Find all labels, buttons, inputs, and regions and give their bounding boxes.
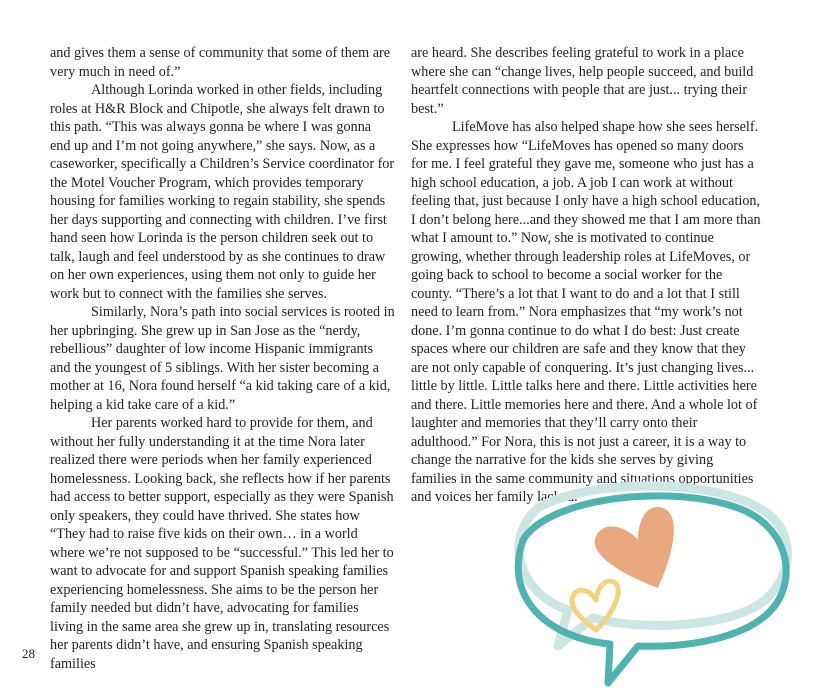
left-paragraph-1: and gives them a sense of community that some of them are very much in need of.” (50, 45, 391, 80)
right-paragraph-2: LifeMove has also helped shape how she sees herself. She expresses how “LifeMoves has opened so many doors for me. I feel grateful they gave me, someone who just has a high school education, a job. A job I can work at without feeling that, just because I only have a high school education, I don’t belong here...and they showed me that I am more than what I amount to.” Now, she is motivated to continue growing, whether through leadership roles at LifeMoves, or going back to school to become a social worker for the county. “There’s a lot that I want to do and a lot that I still need to learn from.” Nora emphasizes that “my work’s not done. I’m gonna continue to do what I do best: Just create spaces where our children are safe and they know that they are not only capable of conquering. It’s just changing lives... little by little. Little talks here and there. Little activities here and there. Little memories here and there. And a whole lot of laughter and memories that they’ll carry onto their adulthood.” For Nora, this is not just a career, it is a way to change the narrative for the kids she serves by giving families in the same community and situations opportunities and voices her family lacked. (411, 119, 761, 505)
left-paragraph-4: Her parents worked hard to provide for them, and without her fully understanding it at the time Nora later realized there were periods when her family experienced homelessness. Looking back, she reflects how if her parents had access to better support, especially as they were Spanish only speakers, they could have thrived. She states how “They had to raise five kids on their own… in a world where we’re not supposed to be “successful.” This led her to want to advocate for and support Spanish speaking families experiencing homelessness. She aims to be the person her family needed but didn’t have, advocating for families living in the same area she grew up in, translating resources her parents didn’t have, and ensuring Spanish speaking families (50, 415, 394, 672)
right-paragraph-1: are heard. She describes feeling grateful to work in a place where she can “change lives, help people succeed, and build heartfelt connections with people that are just... trying their best.” (411, 45, 754, 117)
heart-large-icon (595, 507, 674, 588)
speech-bubble-hearts-illustration (498, 478, 798, 700)
left-paragraph-2: Although Lorinda worked in other fields, including roles at H&R Block and Chipotle, she always felt drawn to this path. “This was always gonna be where I was gonna end up and I’m not going anywhere,” she says. Now, as a caseworker, specifically a Children’s Service coordinator for the Motel Voucher Program, which provides temporary housing for families working to regain stability, she spends her days supporting and connecting with children. I’ve first hand seen how Lorinda is the person children seek out to talk, laugh and feel understood by as she continues to draw on her own experiences, using them not only to guide her work but to connect with the families she serves. (50, 82, 395, 302)
left-column (50, 44, 395, 673)
left-paragraph-3: Similarly, Nora’s path into social services is rooted in her upbringing. She grew up in San Jose as the “nerdy, rebellious” daughter of low income Hispanic immigrants and the youngest of 5 siblings. With her sister becoming a mother at 16, Nora found herself “a kid taking care of a kid, helping a kid take care of a kid.” (50, 304, 395, 413)
right-column (411, 44, 761, 507)
page-number: 28 (22, 646, 35, 661)
